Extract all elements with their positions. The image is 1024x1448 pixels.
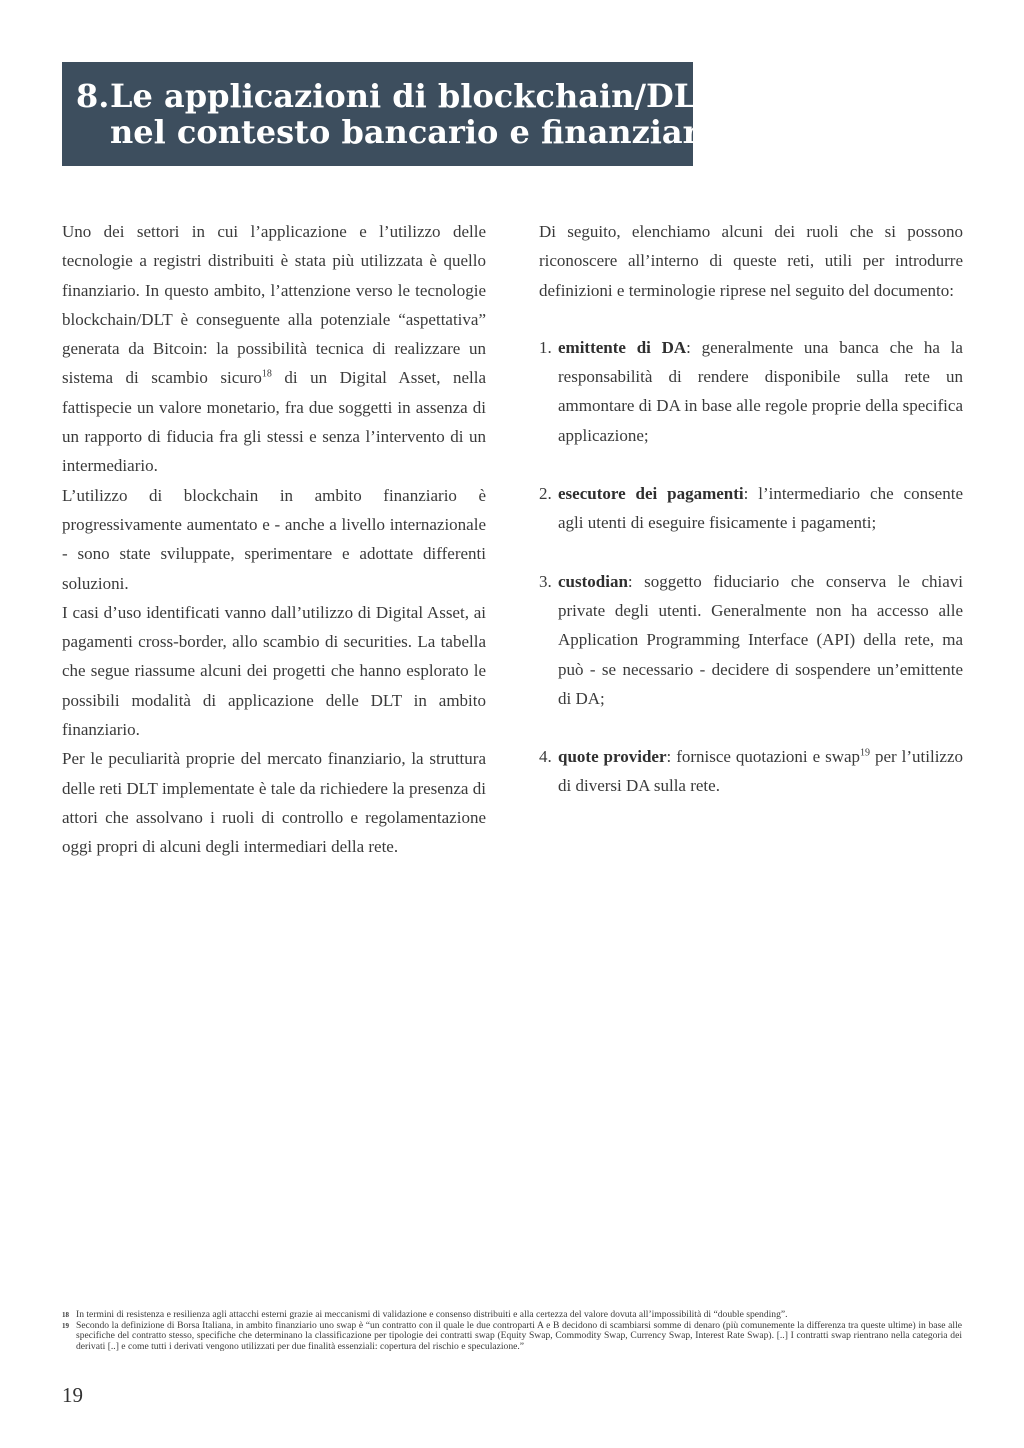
footnote-number: 19 xyxy=(62,1321,69,1330)
section-number: 8. xyxy=(76,77,110,115)
paragraph-2: L’utilizzo di blockchain in ambito finanziario è progressivamente aumentato e - anche a livello internazionale - sono state sviluppate, sperimentare e adottate differenti soluzioni. xyxy=(62,485,486,593)
footnote-text: Secondo la definizione di Borsa Italiana, in ambito finanziario uno swap è “un contratto con il quale le due controparti A e B decidono di scambiarsi somme di denaro (più comunemente la differenza tra queste ultime) in base alle specifiche del contratto stesso, specifiche che determinano la classificazione per tipologie dei contratti swap (Equity Swap, Commodity Swap, Currency Swap, Interest Rate Swap). [..] I contratti swap rientrano nella categoria dei derivati [..] e come tutti i derivati vengono utilizzati per due finalità essenziali: copertura del rischio e speculazione.” xyxy=(76,1319,962,1352)
list-item-number: 1. xyxy=(539,337,552,357)
section-title-line-2: nel contesto bancario e finanziario xyxy=(110,113,733,151)
footnote-19 xyxy=(62,1321,962,1353)
footnote-text: In termini di resistenza e resilienza agli attacchi esterni grazie ai meccanismi di validazione e consenso distribuiti e alla certezza del valore dovuta all’impossibilità di “double spending”. xyxy=(76,1309,788,1320)
footnote-ref-19: 19 xyxy=(860,747,871,759)
footnote-ref-18: 18 xyxy=(261,368,272,380)
paragraph-1 xyxy=(62,217,486,481)
list-item-term: esecutore dei pagamenti xyxy=(558,484,744,504)
paragraph-1-text-b: di un Digital Asset, nella fattispecie un valore monetario, fra due soggetti in assenza di un rapporto di fiducia fra gli stessi e senza l’intervento di un intermediario. xyxy=(62,368,486,476)
list-item-term: custodian xyxy=(558,571,628,591)
list-item-text: : soggetto fiduciario che conserva le chiavi private degli utenti. Generalmente non ha accesso alle Application Programming Interface (API) della rete, ma può - se necessario - decidere di sospendere un’emittente di DA; xyxy=(558,571,963,708)
list-item-number: 2. xyxy=(539,484,552,504)
paragraph-3: I casi d’uso identificati vanno dall’utilizzo di Digital Asset, ai pagamenti cross-border, allo scambio di securities. La tabella che segue riassume alcuni dei progetti che hanno esplorato le possibili modalità di applicazione delle DLT in ambito finanziario. xyxy=(62,602,486,740)
left-column xyxy=(62,217,486,862)
list-item-term: quote provider xyxy=(558,747,667,767)
page-number: 19 xyxy=(62,1383,83,1407)
list-item-text-a: : fornisce quotazioni e swap xyxy=(666,747,861,767)
list-intro: Di seguito, elenchiamo alcuni dei ruoli che si possono riconoscere all’interno di queste reti, utili per introdurre definizioni e terminologie riprese nel seguito del documento: xyxy=(539,222,963,300)
right-column xyxy=(539,217,963,830)
paragraph-1-text-a: Uno dei settori in cui l’applicazione e l’utilizzo delle tecnologie a registri distribuiti è stata più utilizzata è quello finanziario. In questo ambito, l’attenzione verso le tecnologie blockchain/DLT è conseguente alla potenziale “aspettativa” generata da Bitcoin: la possibilità tecnica di realizzare un sistema di scambio sicuro xyxy=(62,222,486,388)
list-item-text: : generalmente una banca che ha la responsabilità di rendere disponibile sulla rete un ammontare di DA in base alle regole proprie della specifica applicazione; xyxy=(558,337,963,445)
section-title-banner xyxy=(62,62,733,166)
list-item-text: : l’intermediario che consente agli utenti di eseguire fisicamente i pagamenti; xyxy=(558,484,963,533)
paragraph-4: Per le peculiarità proprie del mercato finanziario, la struttura delle reti DLT implementate è tale da richiedere la presenza di attori che assolvano i ruoli di controllo e regolamentazione oggi propri di alcuni degli intermediari della rete. xyxy=(62,749,486,857)
footnote-number: 18 xyxy=(62,1311,69,1319)
list-item-number: 4. xyxy=(539,747,552,767)
list-item xyxy=(539,333,963,450)
footnotes xyxy=(62,1310,962,1352)
list-item-term: emittente di DA xyxy=(558,337,687,357)
list-item-text-b: per l’utilizzo di diversi DA sulla rete. xyxy=(558,747,964,796)
list-item xyxy=(539,567,963,713)
list-item xyxy=(539,742,963,801)
list-item xyxy=(539,479,963,538)
roles-list xyxy=(539,333,963,801)
list-item-number: 3. xyxy=(539,571,552,591)
section-title-line-1: Le applicazioni di blockchain/DLT xyxy=(110,77,718,115)
